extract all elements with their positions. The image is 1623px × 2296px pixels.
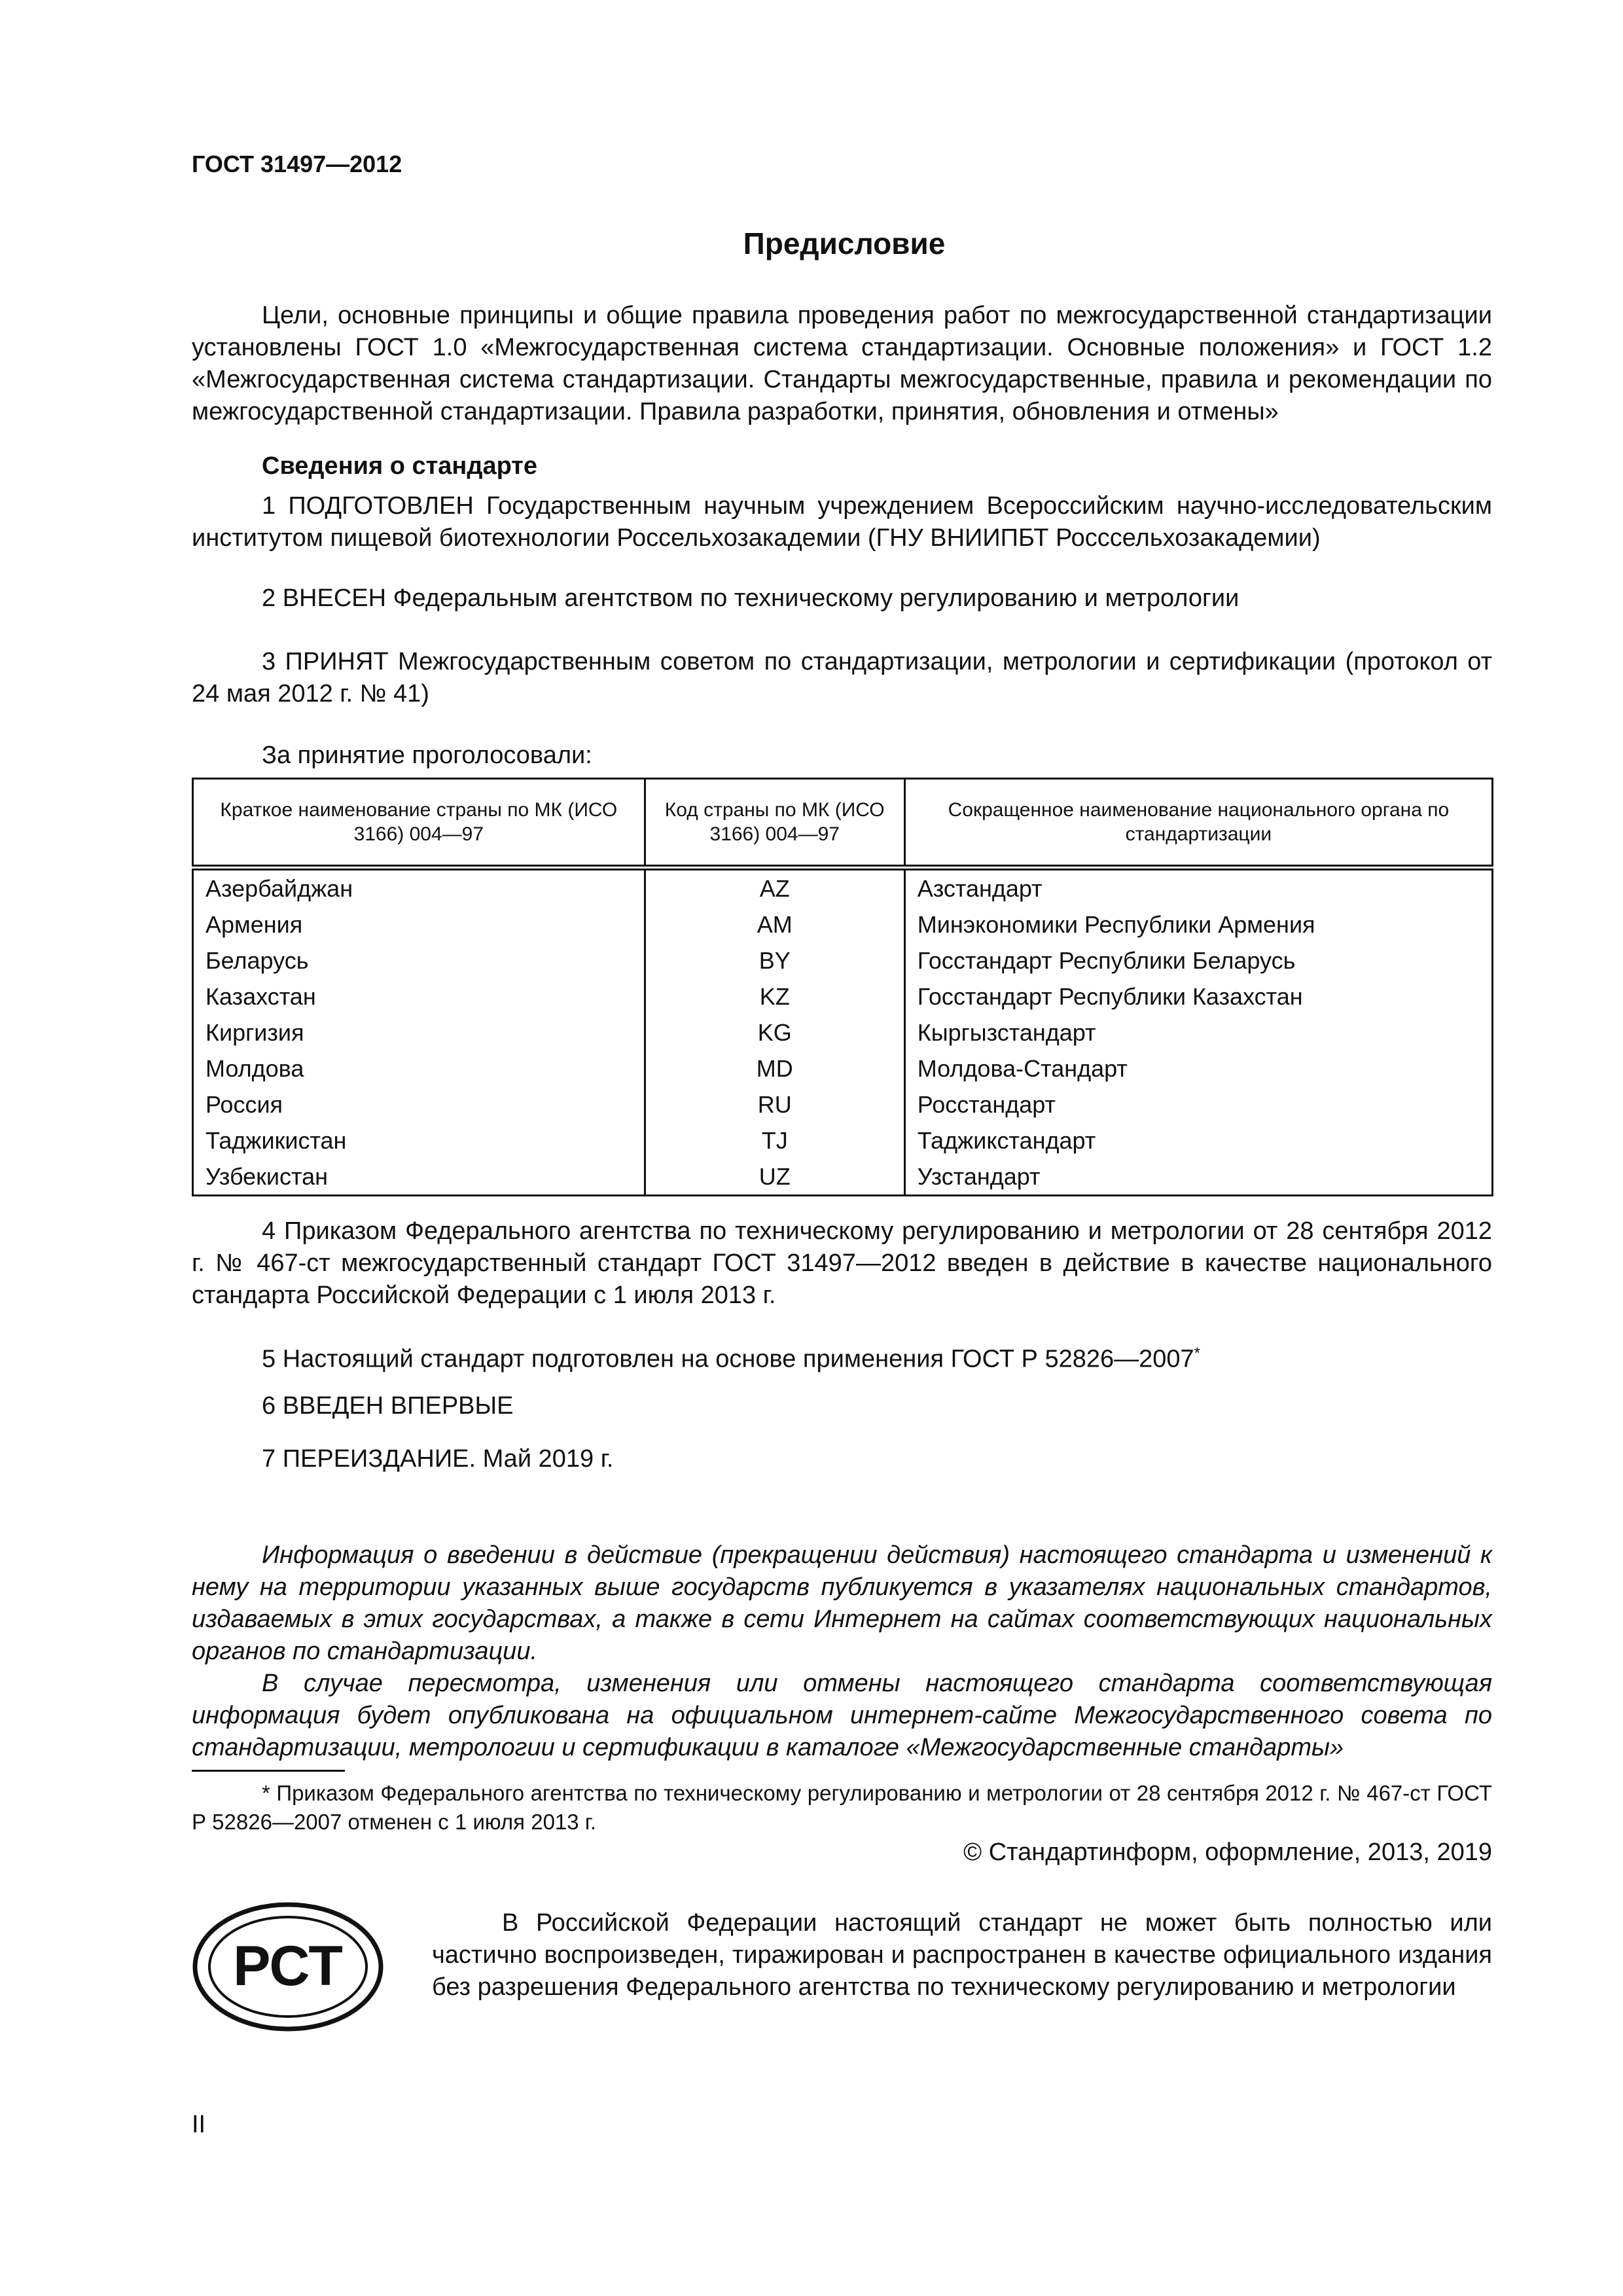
document-code: ГОСТ 31497—2012: [192, 151, 402, 177]
country-cell: Молдова: [193, 1050, 645, 1086]
table-row: [193, 868, 1493, 907]
table-row: [193, 942, 1493, 978]
copyright: © Стандартинформ, оформление, 2013, 2019: [963, 1839, 1492, 1866]
code-cell: KZ: [645, 978, 904, 1014]
item-2: 2 ВНЕСЕН Федеральным агентством по техническому регулированию и метрологии: [262, 584, 1240, 612]
notice-paragraph-1: Информация о введении в действие (прекращении действия) настоящего стандарта и изменений к нему на территории указанных выше государств публикуется в указателях национальных стандартов, издаваемых в этих государствах, а также в сети Интернет на сайтах соответствующих национальных органов по стандартизации.: [192, 1541, 1492, 1665]
vote-intro: За принятие проголосовали:: [262, 742, 592, 769]
item-6: 6 ВВЕДЕН ВПЕРВЫЕ: [262, 1392, 514, 1420]
table-row: [193, 906, 1493, 942]
body-cell: Азстандарт: [904, 868, 1492, 907]
code-cell: RU: [645, 1086, 904, 1122]
body-cell: Росстандарт: [904, 1086, 1492, 1122]
code-cell: TJ: [645, 1122, 904, 1158]
code-cell: BY: [645, 942, 904, 978]
table-row: [193, 1050, 1493, 1086]
table-row: [193, 1158, 1493, 1196]
code-cell: AZ: [645, 868, 904, 907]
body-cell: Госстандарт Республики Беларусь: [904, 942, 1492, 978]
page-number: II: [192, 2111, 206, 2138]
column-header-code: Код страны по МК (ИСО 3166) 004—97: [645, 779, 904, 868]
item-3: 3 ПРИНЯТ Межгосударственным советом по стандартизации, метрологии и сертификации (протокол от 24 мая 2012 г. № 41): [192, 648, 1492, 708]
intro-paragraph: Цели, основные принципы и общие правила проведения работ по межгосударственной стандартизации установлены ГОСТ 1.0 «Межгосударственная система стандартизации. Основные положения» и ГОСТ 1.2 «Межгосударственная система стандартизации. Стандарты межгосударственные, правила и рекомендации по межгосударственной стандартизации. Правила разработки, принятия, обновления и отмены»: [192, 302, 1492, 425]
notice-paragraph-2: В случае пересмотра, изменения или отмены настоящего стандарта соответствующая информация будет опубликована на официальном интернет-сайте Межгосударственного совета по стандартизации, метрологии и сертификации в каталоге «Межгосударственные стандарты»: [192, 1670, 1492, 1761]
country-cell: Россия: [193, 1086, 645, 1122]
item-4: 4 Приказом Федерального агентства по техническому регулированию и метрологии от 28 сентября 2012 г. № 467-ст межгосударственный стандарт ГОСТ 31497—2012 введен в действие в качестве национального стандарта Российской Федерации с 1 июля 2013 г.: [192, 1217, 1492, 1309]
item-5-text: 5 Настоящий стандарт подготовлен на основе применения ГОСТ Р 52826—2007: [262, 1345, 1194, 1373]
body-cell: Кыргызстандарт: [904, 1014, 1492, 1050]
country-cell: Таджикистан: [193, 1122, 645, 1158]
rights-notice: В Российской Федерации настоящий стандарт не может быть полностью или частично воспроизведен, тиражирован и распространен в качестве официального издания без разрешения Федерального агентства по техническому регулированию и метрологии: [432, 1909, 1492, 2001]
page-title: Предисловие: [743, 226, 946, 260]
table-row: [193, 978, 1493, 1014]
logo-text: РСТ: [233, 1935, 343, 1998]
table-header-row: [193, 779, 1493, 868]
footnote-separator: [192, 1770, 345, 1772]
country-cell: Киргизия: [193, 1014, 645, 1050]
item-5: [262, 1337, 1200, 1376]
table-row: [193, 1014, 1493, 1050]
code-cell: AM: [645, 906, 904, 942]
voting-table: [192, 778, 1493, 1196]
column-header-body: Сокращенное наименование национального органа по стандартизации: [904, 779, 1492, 868]
footnote-marker: *: [1194, 1344, 1200, 1362]
code-cell: MD: [645, 1050, 904, 1086]
body-cell: Узстандарт: [904, 1158, 1492, 1196]
country-cell: Узбекистан: [193, 1158, 645, 1196]
info-heading: Сведения о стандарте: [262, 452, 538, 480]
code-cell: UZ: [645, 1158, 904, 1196]
column-header-country: Краткое наименование страны по МК (ИСО 3166) 004—97: [193, 779, 645, 868]
footnote: * Приказом Федерального агентства по техническому регулированию и метрологии от 28 сентября 2012 г. № 467-ст ГОСТ Р 52826—2007 отменен с 1 июля 2013 г.: [192, 1781, 1492, 1834]
country-cell: Азербайджан: [193, 868, 645, 907]
pst-logo-icon: [192, 1901, 385, 2032]
body-cell: Таджикстандарт: [904, 1122, 1492, 1158]
body-cell: Госстандарт Республики Казахстан: [904, 978, 1492, 1014]
country-cell: Армения: [193, 906, 645, 942]
body-cell: Минэкономики Республики Армения: [904, 906, 1492, 942]
country-cell: Беларусь: [193, 942, 645, 978]
table-row: [193, 1122, 1493, 1158]
body-cell: Молдова-Стандарт: [904, 1050, 1492, 1086]
country-cell: Казахстан: [193, 978, 645, 1014]
item-1: 1 ПОДГОТОВЛЕН Государственным научным учреждением Всероссийским научно-исследовательским институтом пищевой биотехнологии Россельхозакадемии (ГНУ ВНИИПБТ Росссельхозакадемии): [192, 492, 1492, 552]
item-7: 7 ПЕРЕИЗДАНИЕ. Май 2019 г.: [262, 1445, 614, 1473]
pst-logo: [192, 1901, 385, 2032]
code-cell: KG: [645, 1014, 904, 1050]
table-row: [193, 1086, 1493, 1122]
